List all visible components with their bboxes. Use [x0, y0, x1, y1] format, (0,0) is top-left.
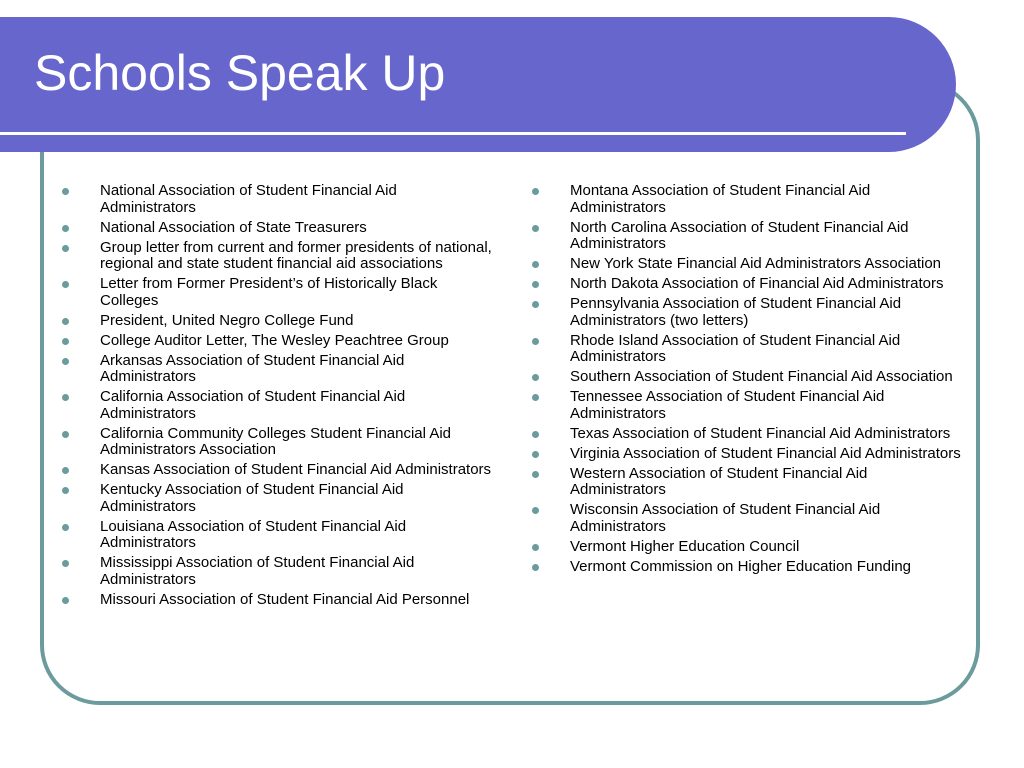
list-item-text: National Association of State Treasurers — [100, 218, 367, 236]
bullet-icon — [532, 544, 539, 551]
list-item-text: North Carolina Association of Student Financial Aid Administrators — [570, 218, 909, 252]
bullet-icon — [62, 245, 69, 252]
list-item — [532, 369, 964, 386]
bullet-icon — [532, 507, 539, 514]
list-item-text: Mississippi Association of Student Financial Aid Administrators — [100, 554, 415, 588]
bullet-icon — [532, 394, 539, 401]
bullet-icon — [62, 467, 69, 474]
list-item-text: Missouri Association of Student Financial Aid Personnel — [100, 590, 470, 608]
list-item — [62, 183, 494, 216]
bullet-icon — [62, 318, 69, 325]
bullet-icon — [532, 471, 539, 478]
list-item — [62, 313, 494, 330]
list-item — [532, 256, 964, 273]
list-item-text: Texas Association of Student Financial Aid Administrators — [570, 424, 951, 442]
list-item-text: Tennessee Association of Student Financial Aid Administrators — [570, 388, 885, 422]
bullet-icon — [62, 524, 69, 531]
bullet-icon — [62, 487, 69, 494]
list-item — [62, 519, 494, 552]
list-item-text: New York State Financial Aid Administrators Association — [570, 255, 942, 272]
list-item — [532, 183, 964, 216]
right-bullet-list — [532, 183, 964, 579]
list-item — [62, 555, 494, 588]
bullet-icon — [532, 188, 539, 195]
list-item-text: Montana Association of Student Financial Aid Administrators — [570, 182, 871, 216]
list-item — [62, 353, 494, 386]
list-item — [532, 559, 964, 576]
bullet-icon — [532, 564, 539, 571]
bullet-icon — [62, 560, 69, 567]
list-item-text: Vermont Commission on Higher Education Funding — [570, 557, 912, 575]
bullet-icon — [62, 358, 69, 365]
list-item-text: Group letter from current and former presidents of national, regional and state student financial aid associations — [100, 238, 492, 272]
bullet-icon — [532, 261, 539, 268]
list-item — [532, 466, 964, 499]
list-item-text: Vermont Higher Education Council — [570, 537, 800, 555]
list-item-text: President, United Negro College Fund — [100, 311, 354, 329]
list-item — [62, 240, 494, 273]
list-item-text: Kansas Association of Student Financial Aid Administrators — [100, 461, 492, 478]
bullet-icon — [532, 451, 539, 458]
list-item-text: Rhode Island Association of Student Financial Aid Administrators — [570, 331, 901, 365]
list-item — [62, 389, 494, 422]
bullet-icon — [62, 225, 69, 232]
left-bullet-list — [62, 183, 494, 612]
list-item — [532, 446, 964, 463]
list-item-text: National Association of Student Financial Aid Administrators — [100, 182, 397, 216]
list-item — [62, 462, 494, 479]
bullet-icon — [532, 338, 539, 345]
list-item-text: Wisconsin Association of Student Financial Aid Administrators — [570, 501, 881, 535]
list-item-text: Virginia Association of Student Financial Aid Administrators — [570, 444, 961, 462]
list-item-text: Arkansas Association of Student Financial Aid Administrators — [100, 351, 405, 385]
bullet-icon — [532, 301, 539, 308]
bullet-icon — [532, 374, 539, 381]
list-item — [532, 333, 964, 366]
list-item-text: California Community Colleges Student Financial Aid Administrators Association — [100, 424, 452, 458]
list-item — [532, 539, 964, 556]
bullet-icon — [532, 281, 539, 288]
list-item-text: Pennsylvania Association of Student Financial Aid Administrators (two letters) — [570, 295, 902, 329]
list-item-text: College Auditor Letter, The Wesley Peachtree Group — [100, 331, 449, 349]
slide-title: Schools Speak Up — [34, 45, 446, 101]
list-item — [62, 482, 494, 515]
list-item — [62, 592, 494, 609]
title-underline — [0, 132, 906, 135]
list-item — [532, 502, 964, 535]
bullet-icon — [62, 597, 69, 604]
bullet-icon — [532, 225, 539, 232]
list-item-text: North Dakota Association of Financial Aid Administrators — [570, 275, 944, 292]
list-item-text: Southern Association of Student Financial Aid Association — [570, 368, 953, 385]
list-item — [62, 426, 494, 459]
bullet-icon — [62, 394, 69, 401]
bullet-icon — [62, 431, 69, 438]
list-item — [62, 333, 494, 350]
list-item-text: Letter from Former President’s of Historically Black Colleges — [100, 275, 438, 309]
list-item-text: Western Association of Student Financial Aid Administrators — [570, 464, 868, 498]
list-item — [62, 220, 494, 237]
bullet-icon — [532, 431, 539, 438]
bullet-icon — [62, 338, 69, 345]
list-item — [532, 276, 964, 293]
list-item — [532, 296, 964, 329]
list-item — [532, 389, 964, 422]
bullet-icon — [62, 281, 69, 288]
list-item — [532, 426, 964, 443]
list-item-text: Kentucky Association of Student Financial Aid Administrators — [100, 481, 404, 515]
list-item-text: California Association of Student Financial Aid Administrators — [100, 388, 406, 422]
list-item — [532, 220, 964, 253]
bullet-icon — [62, 188, 69, 195]
list-item — [62, 276, 494, 309]
list-item-text: Louisiana Association of Student Financial Aid Administrators — [100, 517, 407, 551]
